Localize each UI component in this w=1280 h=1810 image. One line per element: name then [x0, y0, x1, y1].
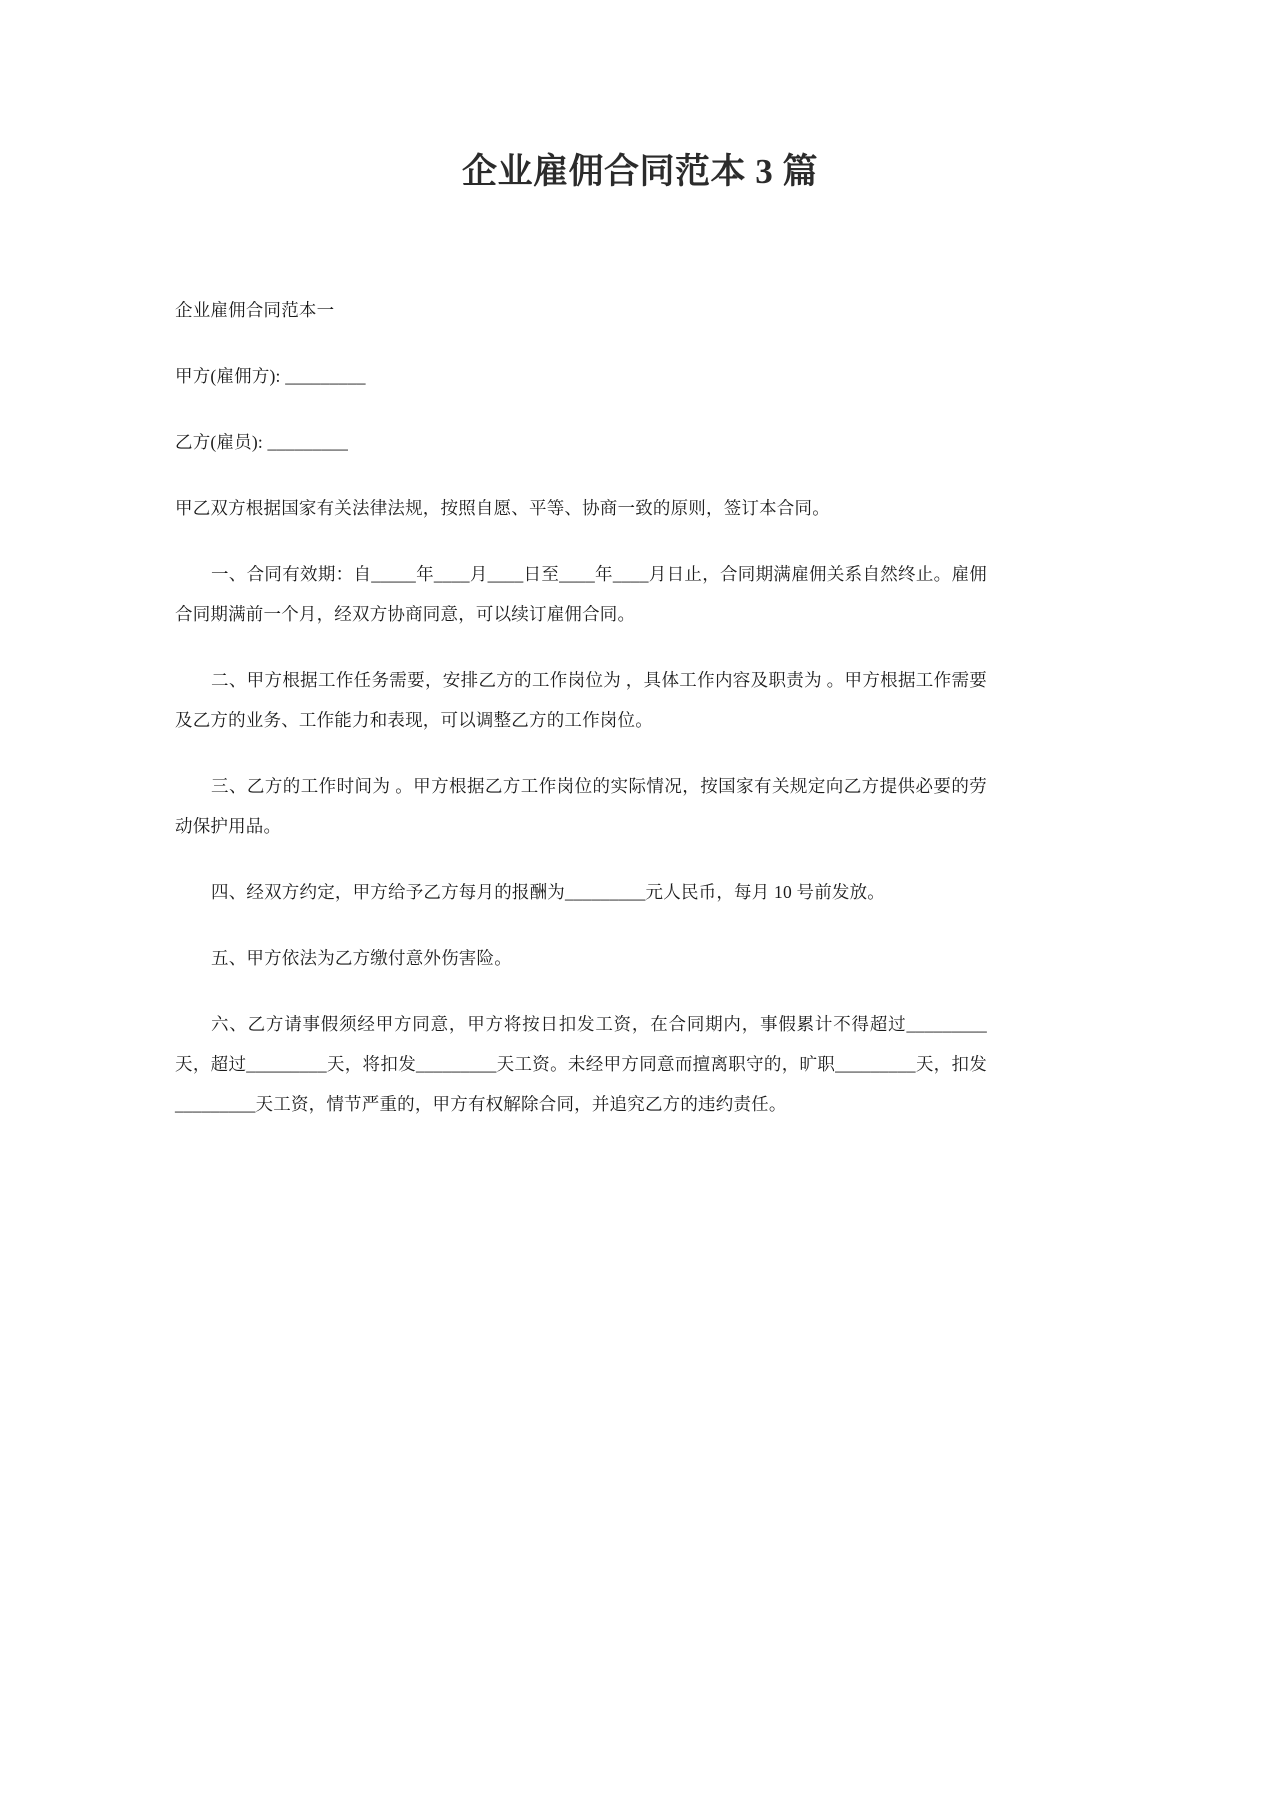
page-title: 企业雇佣合同范本 3 篇	[461, 152, 818, 191]
clause-3-working-hours: 三、乙方的工作时间为 。甲方根据乙方工作岗位的实际情况，按国家有关规定向乙方提供必要的劳动保护用品。	[175, 776, 987, 836]
clause-4-monthly-pay: 四、经双方约定，甲方给予乙方每月的报酬为_________元人民币，每月 10 号前发放。	[211, 882, 885, 902]
clause-2-job-position: 二、甲方根据工作任务需要，安排乙方的工作岗位为 ，具体工作内容及职责为 。甲方根据工作需要及乙方的业务、工作能力和表现，可以调整乙方的工作岗位。	[175, 670, 987, 730]
party-a-line: 甲方(雇佣方): _________	[175, 366, 366, 386]
clause-6-personal-leave: 六、乙方请事假须经甲方同意，甲方将按日扣发工资，在合同期内，事假累计不得超过_________天，超过_________天，将扣发_________天工资。未经甲方同意而擅离职守的，旷职_________天，扣发_________天工资，情节严重的，甲方有权解除合同，并追究乙方的违约责任。	[175, 1014, 987, 1114]
clause-5-accident-insurance: 五、甲方依法为乙方缴付意外伤害险。	[211, 948, 512, 968]
document-body	[175, 290, 987, 1124]
party-b-line: 乙方(雇员): _________	[175, 432, 349, 452]
clause-1-contract-term: 一、合同有效期：自_____年____月____日至____年____月日止，合同期满雇佣关系自然终止。雇佣合同期满前一个月，经双方协商同意，可以续订雇佣合同。	[175, 564, 987, 624]
preamble-paragraph: 甲乙双方根据国家有关法律法规，按照自愿、平等、协商一致的原则，签订本合同。	[175, 498, 830, 518]
section-heading-one: 企业雇佣合同范本一	[175, 300, 335, 320]
